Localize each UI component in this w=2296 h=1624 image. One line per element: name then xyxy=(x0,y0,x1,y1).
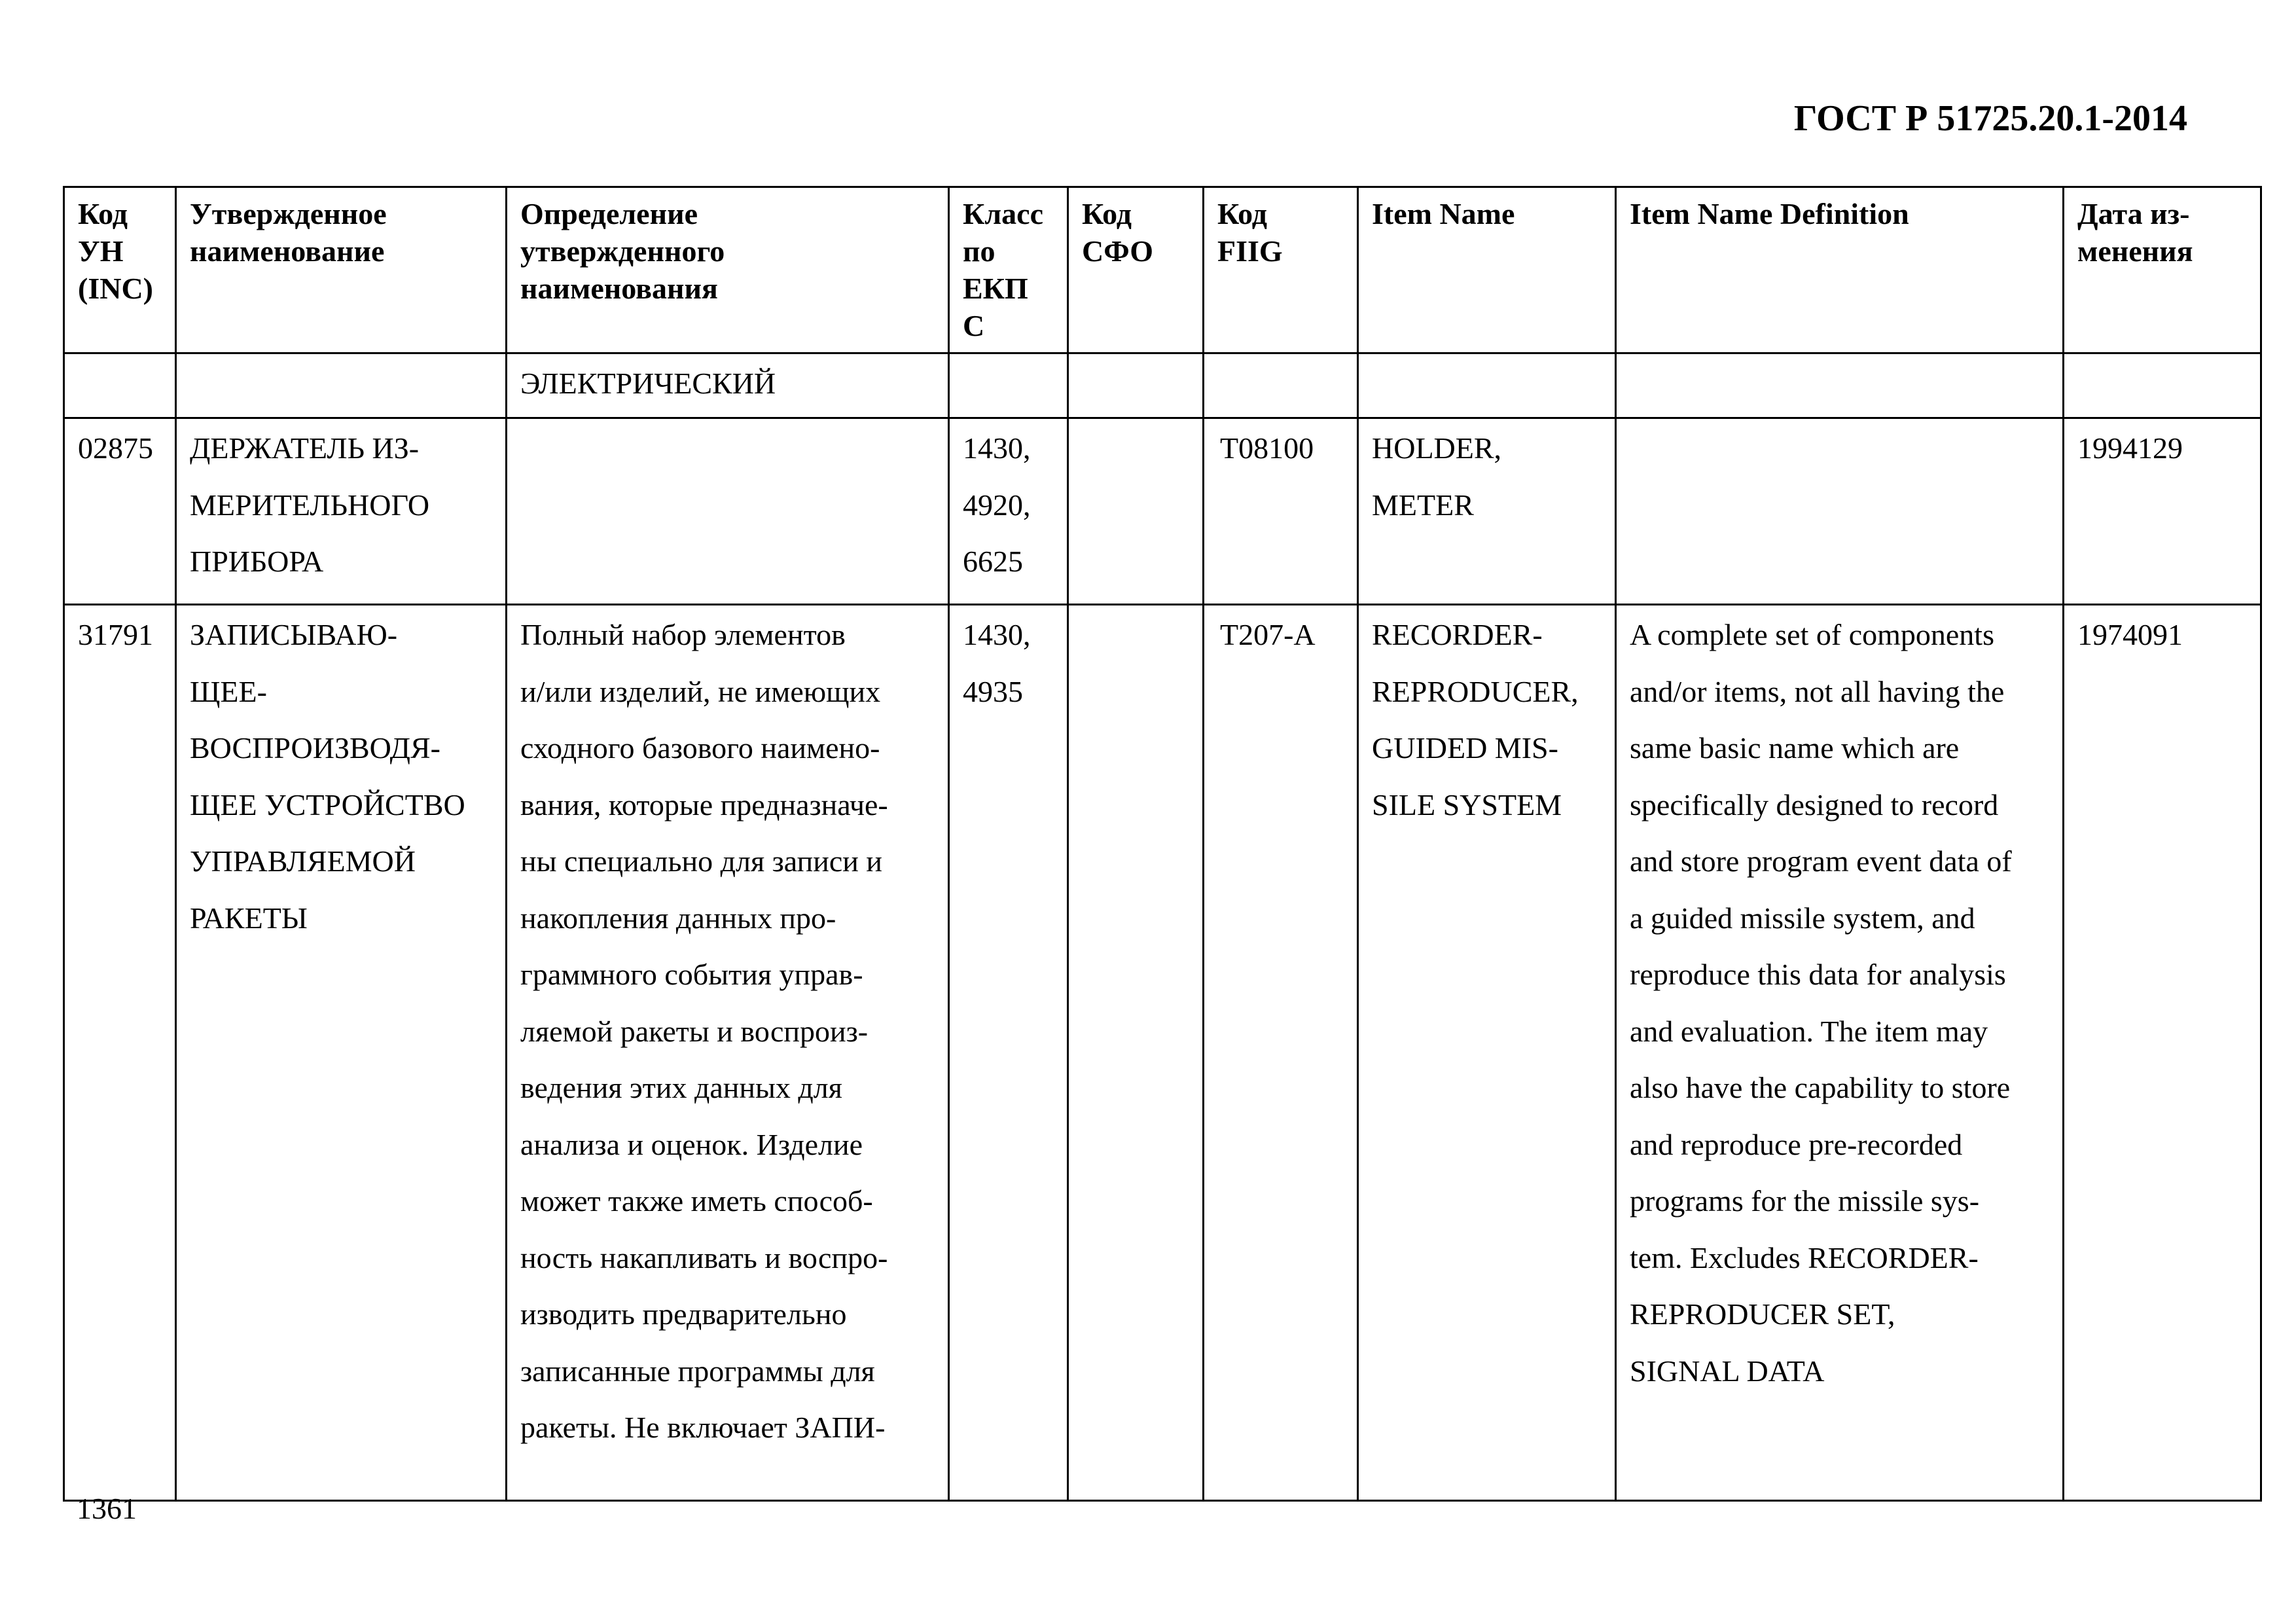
cell-item-name: RECORDER- REPRODUCER, GUIDED MIS- SILE SYSTEM xyxy=(1358,605,1616,1501)
table-header-row xyxy=(64,187,2261,353)
cell-fiig: T207-A xyxy=(1204,605,1358,1501)
document-id: ГОСТ Р 51725.20.1-2014 xyxy=(1793,98,2187,139)
cell-definition: ЭЛЕКТРИЧЕСКИЙ xyxy=(507,353,949,418)
page-number: 1361 xyxy=(77,1492,137,1525)
header-ekps-class: Класс по ЕКП С xyxy=(949,187,1068,353)
cell-name: ЗАПИСЫВАЮ- ЩЕЕ- ВОСПРОИЗВОДЯ- ЩЕЕ УСТРОЙСТВО УПРАВЛЯЕМОЙ РАКЕТЫ xyxy=(176,605,507,1501)
cell-fiig: T08100 xyxy=(1204,418,1358,605)
cell-sfo xyxy=(1068,605,1204,1501)
cell-name xyxy=(176,353,507,418)
cell-definition: Полный набор элементов и/или изделий, не имеющих сходного базового наимено- вания, которые предназначе- ны специально для записи и накопления данных про- граммного события управ- ляемой ракеты и воспроиз- ведения этих данных для анализа и оценок. Изделие может также иметь способ- ность накапливать и воспро- изводить предварительно записанные программы для ракеты. Не включает ЗАПИ- xyxy=(507,605,949,1501)
cell-fiig xyxy=(1204,353,1358,418)
cell-date: 1974091 xyxy=(2064,605,2261,1501)
catalog-table xyxy=(63,186,2262,1502)
table-row xyxy=(64,353,2261,418)
table-row xyxy=(64,605,2261,1501)
cell-item-definition xyxy=(1616,418,2064,605)
cell-class: 1430, 4920, 6625 xyxy=(949,418,1068,605)
cell-class: 1430, 4935 xyxy=(949,605,1068,1501)
header-item-name: Item Name xyxy=(1358,187,1616,353)
cell-inc: 31791 xyxy=(64,605,176,1501)
table-row xyxy=(64,418,2261,605)
header-approved-name: Утвержденное наименование xyxy=(176,187,507,353)
cell-item-definition: A complete set of components and/or items, not all having the same basic name which are specifically designed to record and store program event data of a guided missile system, and reproduce this data for analysis and evaluation. The item may also have the capability to store and reproduce pre-recorded programs for the missile sys- tem. Excludes RECORDER- REPRODUCER SET, SIGNAL DATA xyxy=(1616,605,2064,1501)
cell-inc xyxy=(64,353,176,418)
header-inc-code: Код УН (INC) xyxy=(64,187,176,353)
header-sfo-code: Код СФО xyxy=(1068,187,1204,353)
cell-sfo xyxy=(1068,353,1204,418)
cell-item-name: HOLDER, METER xyxy=(1358,418,1616,605)
cell-class xyxy=(949,353,1068,418)
header-fiig-code: Код FIIG xyxy=(1204,187,1358,353)
cell-item-definition xyxy=(1616,353,2064,418)
cell-date: 1994129 xyxy=(2064,418,2261,605)
cell-date xyxy=(2064,353,2261,418)
cell-item-name xyxy=(1358,353,1616,418)
cell-name: ДЕРЖАТЕЛЬ ИЗ- МЕРИТЕЛЬНОГО ПРИБОРА xyxy=(176,418,507,605)
cell-inc: 02875 xyxy=(64,418,176,605)
cell-sfo xyxy=(1068,418,1204,605)
header-change-date: Дата из- менения xyxy=(2064,187,2261,353)
header-item-name-definition: Item Name Definition xyxy=(1616,187,2064,353)
cell-definition xyxy=(507,418,949,605)
header-name-definition: Определение утвержденного наименования xyxy=(507,187,949,353)
